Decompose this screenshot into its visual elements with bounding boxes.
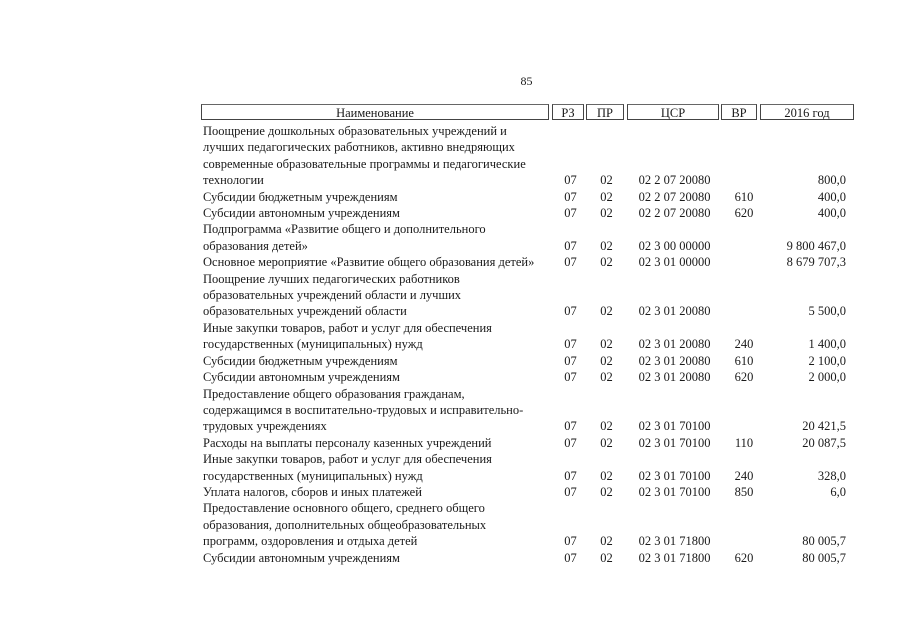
row-pr: 02 bbox=[600, 435, 613, 450]
row-name: Субсидии автономным учреждениям bbox=[203, 370, 400, 385]
row-vr: 620 bbox=[734, 550, 754, 565]
row-pr: 02 bbox=[600, 353, 613, 368]
row-name: Субсидии бюджетным учреждениям bbox=[203, 189, 398, 204]
row-sum: 8 679 707,3 bbox=[786, 255, 846, 270]
row-rz: 07 bbox=[564, 206, 577, 221]
column-header-vr: ВР bbox=[721, 104, 757, 120]
row-csr: 02 2 07 20080 bbox=[638, 173, 711, 188]
row-pr: 02 bbox=[600, 550, 613, 565]
row-name: Поощрение лучших педагогических работников образовательных учреждений области и лучших образовательных учреждений области bbox=[203, 271, 462, 319]
column-header-year: 2016 год bbox=[760, 104, 854, 120]
table-row bbox=[201, 123, 856, 189]
page-number: 85 bbox=[520, 74, 533, 88]
column-header-csr: ЦСР bbox=[627, 104, 719, 120]
table-row bbox=[201, 550, 856, 566]
table-row bbox=[201, 205, 856, 221]
row-sum: 9 800 467,0 bbox=[786, 238, 846, 253]
row-sum: 6,0 bbox=[830, 484, 846, 499]
row-vr: 610 bbox=[734, 189, 754, 204]
row-rz: 07 bbox=[564, 484, 577, 499]
row-rz: 07 bbox=[564, 304, 577, 319]
row-rz: 07 bbox=[564, 255, 577, 270]
row-sum: 20 087,5 bbox=[802, 435, 846, 450]
column-header-rz: РЗ bbox=[552, 104, 584, 120]
row-rz: 07 bbox=[564, 419, 577, 434]
row-rz: 07 bbox=[564, 189, 577, 204]
row-pr: 02 bbox=[600, 419, 613, 434]
row-vr: 620 bbox=[734, 370, 754, 385]
row-csr: 02 3 01 70100 bbox=[638, 468, 711, 483]
row-sum: 5 500,0 bbox=[808, 304, 846, 319]
row-name: Субсидии бюджетным учреждениям bbox=[203, 353, 398, 368]
table-row bbox=[201, 500, 856, 549]
row-rz: 07 bbox=[564, 534, 577, 549]
row-pr: 02 bbox=[600, 255, 613, 270]
row-sum: 400,0 bbox=[817, 189, 846, 204]
row-csr: 02 3 01 20080 bbox=[638, 337, 711, 352]
row-vr: 110 bbox=[734, 435, 754, 450]
table-row bbox=[201, 484, 856, 500]
column-header-pr: ПР bbox=[586, 104, 624, 120]
row-csr: 02 3 01 00000 bbox=[638, 255, 711, 270]
table-row bbox=[201, 320, 856, 353]
row-rz: 07 bbox=[564, 238, 577, 253]
row-name: Поощрение дошкольных образовательных учреждений и лучших педагогических работников, активно внедряющих современные образовательные программы и педагогические технологии bbox=[203, 124, 526, 188]
row-pr: 02 bbox=[600, 534, 613, 549]
row-pr: 02 bbox=[600, 370, 613, 385]
row-csr: 02 3 01 70100 bbox=[638, 419, 711, 434]
table-row bbox=[201, 451, 856, 484]
row-csr: 02 3 01 70100 bbox=[638, 484, 711, 499]
row-rz: 07 bbox=[564, 337, 577, 352]
row-vr: 620 bbox=[734, 206, 754, 221]
row-csr: 02 3 01 70100 bbox=[638, 435, 711, 450]
row-vr: 240 bbox=[734, 468, 754, 483]
row-name: Предоставление основного общего, среднего общего образования, дополнительных общеобразовательных программ, оздоровления и отдыха детей bbox=[203, 501, 487, 549]
row-csr: 02 3 01 20080 bbox=[638, 370, 711, 385]
row-sum: 80 005,7 bbox=[802, 534, 846, 549]
row-csr: 02 2 07 20080 bbox=[638, 189, 711, 204]
row-csr: 02 3 01 20080 bbox=[638, 304, 711, 319]
row-rz: 07 bbox=[564, 435, 577, 450]
row-sum: 328,0 bbox=[817, 468, 846, 483]
row-rz: 07 bbox=[564, 550, 577, 565]
table-row bbox=[201, 353, 856, 369]
row-sum: 20 421,5 bbox=[802, 419, 846, 434]
row-sum: 800,0 bbox=[817, 173, 846, 188]
row-csr: 02 3 00 00000 bbox=[638, 238, 711, 253]
row-rz: 07 bbox=[564, 468, 577, 483]
row-sum: 400,0 bbox=[817, 206, 846, 221]
row-name: Уплата налогов, сборов и иных платежей bbox=[203, 484, 422, 499]
row-name: Расходы на выплаты персоналу казенных учреждений bbox=[203, 435, 492, 450]
row-sum: 2 100,0 bbox=[808, 353, 846, 368]
row-csr: 02 2 07 20080 bbox=[638, 206, 711, 221]
table-row bbox=[201, 369, 856, 385]
row-name: Предоставление общего образования гражданам, содержащимся в воспитательно-трудовых и исправительно- трудовых учреждениях bbox=[203, 386, 524, 434]
row-vr: 240 bbox=[734, 337, 754, 352]
table-body bbox=[201, 121, 856, 566]
row-name: Подпрограмма «Развитие общего и дополнительного образования детей» bbox=[203, 222, 486, 253]
table-row bbox=[201, 386, 856, 435]
table-row bbox=[201, 271, 856, 320]
row-sum: 1 400,0 bbox=[808, 337, 846, 352]
row-vr: 850 bbox=[734, 484, 754, 499]
row-csr: 02 3 01 71800 bbox=[638, 550, 711, 565]
row-rz: 07 bbox=[564, 173, 577, 188]
table-row bbox=[201, 435, 856, 451]
row-rz: 07 bbox=[564, 353, 577, 368]
row-pr: 02 bbox=[600, 238, 613, 253]
row-rz: 07 bbox=[564, 370, 577, 385]
row-name: Основное мероприятие «Развитие общего образования детей» bbox=[203, 255, 535, 270]
row-sum: 2 000,0 bbox=[808, 370, 846, 385]
row-name: Иные закупки товаров, работ и услуг для обеспечения государственных (муниципальных) нужд bbox=[203, 320, 492, 352]
row-name: Субсидии автономным учреждениям bbox=[203, 206, 400, 221]
row-name: Субсидии автономным учреждениям bbox=[203, 550, 400, 565]
row-pr: 02 bbox=[600, 468, 613, 483]
row-name: Иные закупки товаров, работ и услуг для обеспечения государственных (муниципальных) нужд bbox=[203, 452, 492, 483]
table-row bbox=[201, 254, 856, 270]
table-header bbox=[201, 104, 856, 121]
table-row bbox=[201, 221, 856, 254]
table-row bbox=[201, 189, 856, 205]
row-sum: 80 005,7 bbox=[802, 550, 846, 565]
budget-table bbox=[201, 104, 856, 566]
row-pr: 02 bbox=[600, 304, 613, 319]
row-csr: 02 3 01 20080 bbox=[638, 353, 711, 368]
row-vr: 610 bbox=[734, 353, 754, 368]
row-pr: 02 bbox=[600, 337, 613, 352]
row-pr: 02 bbox=[600, 206, 613, 221]
row-pr: 02 bbox=[600, 484, 613, 499]
row-pr: 02 bbox=[600, 189, 613, 204]
column-header-name: Наименование bbox=[201, 104, 549, 120]
row-csr: 02 3 01 71800 bbox=[638, 534, 711, 549]
row-pr: 02 bbox=[600, 173, 613, 188]
